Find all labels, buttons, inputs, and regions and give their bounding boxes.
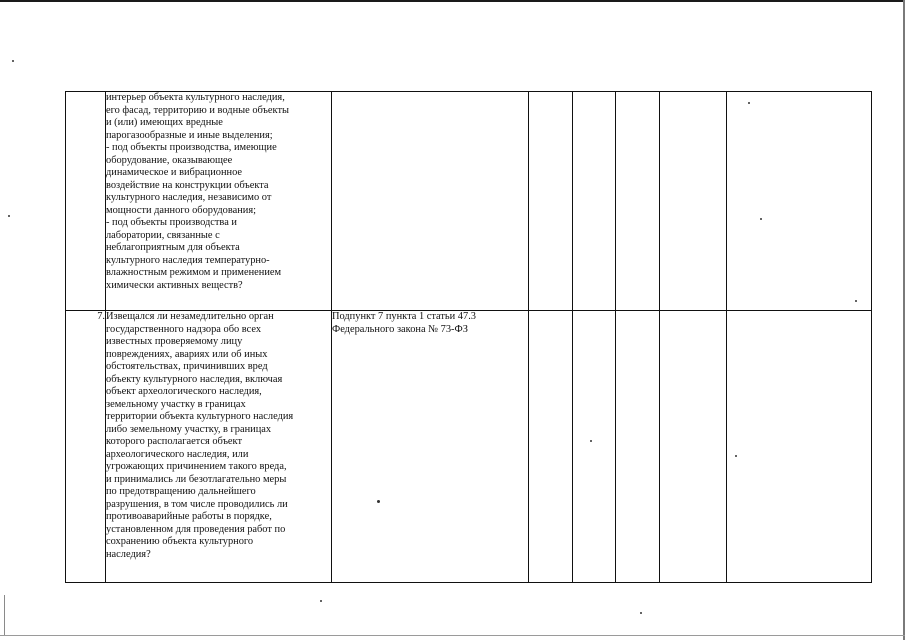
question-line: объект археологического наследия, bbox=[106, 386, 262, 397]
legal-basis-cell bbox=[332, 92, 529, 311]
question-line: известных проверяемому лицу bbox=[106, 336, 243, 347]
question-line: интерьер объекта культурного наследия, bbox=[106, 92, 285, 103]
question-line: лаборатории, связанные с bbox=[106, 229, 220, 241]
legal-basis-line: Подпункт 7 пункта 1 статьи 47.3 bbox=[332, 311, 476, 322]
scan-speck bbox=[735, 455, 737, 457]
row-number: 7. bbox=[97, 311, 105, 322]
question-line: культурного наследия, независимо от bbox=[106, 192, 272, 203]
row-number-cell bbox=[66, 92, 106, 311]
table-row bbox=[66, 92, 872, 311]
question-line: обстоятельствах, причинивших вред bbox=[106, 361, 268, 372]
scan-speck bbox=[12, 60, 14, 62]
question-line: государственного надзора обо всех bbox=[106, 323, 262, 335]
question-line: Извещался ли незамедлительно орган bbox=[106, 311, 274, 322]
page-edge-bottom bbox=[0, 635, 905, 636]
question-line: его фасад, территорию и водные объекты bbox=[106, 104, 289, 116]
answer-extra-cell bbox=[660, 92, 727, 311]
question-line: повреждениях, авариях или об иных bbox=[106, 348, 268, 360]
question-cell bbox=[106, 311, 332, 583]
page-edge-top bbox=[0, 0, 905, 2]
question-line: культурного наследия температурно- bbox=[106, 254, 270, 266]
answer-na-cell bbox=[616, 311, 660, 583]
question-line: противоаварийные работы в порядке, bbox=[106, 511, 272, 522]
question-line: наследия? bbox=[106, 548, 151, 560]
question-line: оборудование, оказывающее bbox=[106, 154, 233, 166]
legal-basis-cell bbox=[332, 311, 529, 583]
question-line: - под объекты производства и bbox=[106, 217, 237, 228]
question-line: парогазообразные и иные выделения; bbox=[106, 129, 273, 141]
question-line: мощности данного оборудования; bbox=[106, 204, 257, 216]
question-cell bbox=[106, 92, 332, 311]
question-line: объекту культурного наследия, включая bbox=[106, 373, 283, 385]
answer-extra-cell bbox=[660, 311, 727, 583]
scan-speck bbox=[590, 440, 592, 442]
question-line: и (или) имеющих вредные bbox=[106, 117, 223, 128]
question-line: которого располагается объект bbox=[106, 436, 243, 447]
question-line: неблагоприятным для объекта bbox=[106, 242, 240, 253]
question-line: земельному участку в границах bbox=[106, 398, 246, 410]
scan-speck bbox=[640, 612, 642, 614]
question-line: либо земельному участку, в границах bbox=[106, 423, 272, 435]
row-number-cell bbox=[66, 311, 106, 583]
question-line: динамическое и вибрационное bbox=[106, 167, 243, 178]
question-line: и принимались ли безотлагательно меры bbox=[106, 473, 287, 485]
question-line: влажностным режимом и применением bbox=[106, 267, 282, 278]
answer-yes-cell bbox=[529, 311, 573, 583]
question-line: химически активных веществ? bbox=[106, 279, 243, 291]
scan-speck bbox=[760, 218, 762, 220]
legal-basis-line: Федерального закона № 73-ФЗ bbox=[332, 323, 468, 335]
question-line: по предотвращению дальнейшего bbox=[106, 486, 256, 497]
comment-cell bbox=[727, 311, 872, 583]
scan-speck bbox=[377, 500, 380, 503]
scan-speck bbox=[320, 600, 322, 602]
comment-cell bbox=[727, 92, 872, 311]
answer-no-cell bbox=[573, 311, 616, 583]
question-line: территории объекта культурного наследия bbox=[106, 411, 294, 422]
question-line: археологического наследия, или bbox=[106, 448, 249, 460]
question-line: воздействие на конструкции объекта bbox=[106, 179, 269, 191]
question-line: сохранению объекта культурного bbox=[106, 536, 254, 547]
scan-speck bbox=[748, 102, 750, 104]
scan-speck bbox=[855, 300, 857, 302]
question-line: - под объекты производства, имеющие bbox=[106, 142, 277, 153]
checklist-table bbox=[65, 91, 872, 583]
answer-yes-cell bbox=[529, 92, 573, 311]
scan-speck bbox=[8, 215, 10, 217]
table-row bbox=[66, 311, 872, 583]
answer-no-cell bbox=[573, 92, 616, 311]
answer-na-cell bbox=[616, 92, 660, 311]
question-line: установленном для проведения работ по bbox=[106, 523, 286, 535]
question-line: разрушения, в том числе проводились ли bbox=[106, 498, 288, 510]
page-edge-left bbox=[4, 595, 5, 635]
question-line: угрожающих причинением такого вреда, bbox=[106, 461, 287, 472]
